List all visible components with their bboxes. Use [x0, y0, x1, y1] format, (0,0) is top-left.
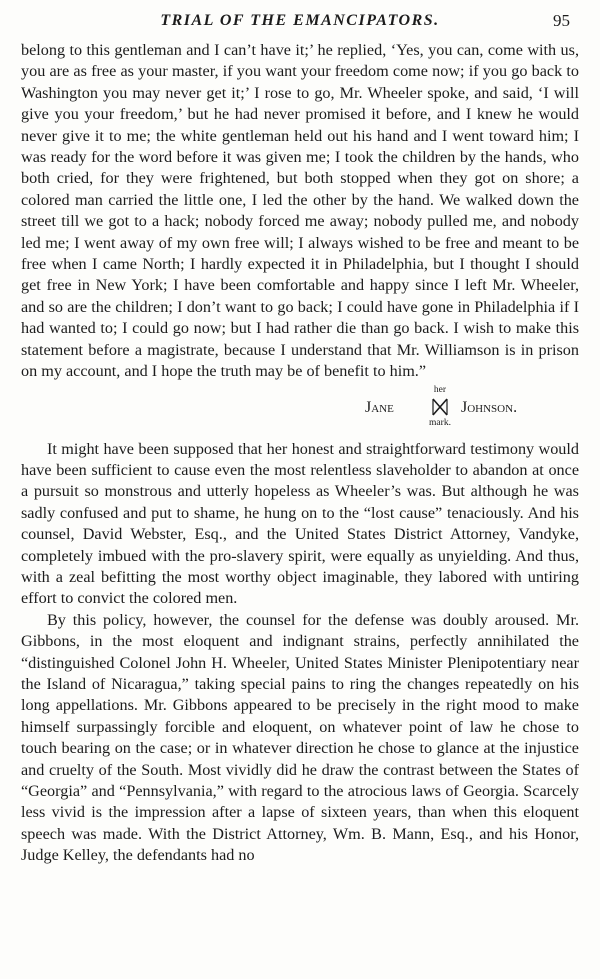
page-number: 95	[553, 11, 570, 30]
running-head	[20, 8, 580, 34]
cross-mark-icon	[432, 398, 448, 416]
signature-her-label: her	[433, 384, 447, 395]
signature-first-name: Jane	[365, 398, 394, 416]
text-block	[21, 40, 579, 867]
paragraph-testimony: It might have been supposed that her honest and straightforward testimony would have been sufficient to cause even the most relentless slaveholder to abandon at once a pursuit so monstrous and utterly hopeless as Wheeler’s was. But although he was sadly confused and put to shame, he hung on to the “lost cause” tenaciously. And his counsel, David Webster, Esq., and the United States District Attorney, Vandyke, completely imbued with the pro-slavery spirit, were equally as unyielding. And thus, with a zeal befitting the most worthy object imaginable, they labored with untiring effort to convict the colored men.	[21, 439, 579, 608]
signature-last-name: Johnson.	[461, 398, 518, 416]
paragraph-continued: belong to this gentleman and I can’t have it;’ he replied, ‘Yes, you can, come with us, you are as free as your master, if you want your freedom come now; if you go back to Washington you may never get it;’ I rose to go, Mr. Wheeler spoke, and said, ‘I will give you your freedom,’ but he had never promised it before, and I knew he would never give it to me; the white gentleman held out his hand and I went toward him; I was ready for the word before it was given me; I took the children by the hands, who both cried, for they were frightened, but both stopped when they got on shore; a colored man carried the little one, I led the other by the hand. We walked down the street till we got to a hack; nobody forced me away; nobody pulled me, and nobody led me; I went away of my own free will; I always wished to be free and meant to be free when I came North; I hardly expected it in Philadelphia, but I thought I should get free in New York; I have been comfortable and happy since I left Mr. Wheeler, and so are the children; I don’t want to go back; I could have gone in Philadelphia if I had wanted to; I could go now; but I had rather die than go back. I wish to make this statement before a magistrate, because I understand that Mr. Williamson is in prison on my account, and I hope the truth may be of benefit to him.”	[21, 41, 579, 381]
signature-line	[21, 385, 579, 431]
running-title: TRIAL OF THE EMANCIPATORS.	[160, 12, 440, 29]
paragraph-gap	[21, 431, 579, 439]
signature	[365, 385, 555, 431]
signature-mark-label: mark.	[429, 417, 451, 428]
paragraph-defense: By this policy, however, the counsel for the defense was doubly aroused. Mr. Gibbons, in the most eloquent and indignant strains, perfectly annihilated the “distinguished Colonel John H. Wheeler, United States Minister Plenipotentiary near the Island of Nicaragua,” taking special pains to ring the changes repeatedly on his long appellations. Mr. Gibbons appeared to be precisely in the right mood to make himself surpassingly forcible and eloquent, on whatever point of law he chose to touch bearing on the case; or in whatever direction he chose to glance at the injustice and cruelty of the South. Most vividly did he draw the contrast between the States of “Georgia” and “Pennsylvania,” with regard to the atrocious laws of Georgia. Scarcely less vivid is the impression after a lapse of sixteen years, than when this eloquent speech was made. With the District Attorney, Wm. B. Mann, Esq., and his Honor, Judge Kelley, the defendants had no	[21, 610, 579, 865]
signature-mark-block	[423, 385, 457, 431]
